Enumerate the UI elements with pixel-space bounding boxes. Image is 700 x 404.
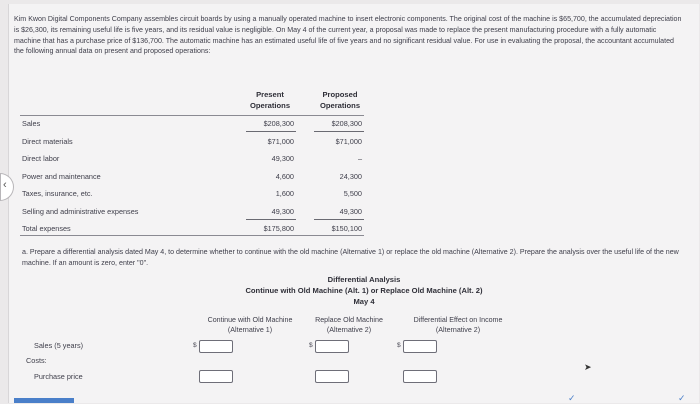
rule	[314, 131, 364, 132]
differential-purchase-price-input[interactable]	[403, 370, 437, 383]
table-top-rule	[20, 115, 364, 116]
proposed-power: 24,300	[339, 172, 362, 181]
alt1-sales-input[interactable]	[199, 340, 233, 353]
question-prompt: a. Prepare a differential analysis dated May 4, to determine whether to continue with the old machine (Alternative 1) or replace the old machine (Alternative 2). Prepare the analysis over the useful life of the new machine. If an amount is zero, enter "0".	[22, 248, 679, 267]
present-operations-header: Present Operations	[249, 90, 291, 110]
row-selling-label: Selling and administrative expenses	[22, 207, 139, 216]
differential-column-header: Differential Effect on Income (Alternative 2)	[413, 316, 503, 334]
present-direct-materials: $71,000	[267, 137, 294, 146]
analysis-subtitle: Continue with Old Machine (Alt. 1) or Replace Old Machine (Alt. 2)	[245, 286, 483, 295]
row-total-expenses-label: Total expenses	[22, 224, 71, 233]
check-mark-icon: ✓	[678, 393, 686, 403]
present-sales: $208,300	[263, 119, 294, 128]
present-selling: 49,300	[271, 207, 294, 216]
row-sales-label: Sales	[22, 119, 41, 128]
present-direct-labor: 49,300	[271, 154, 294, 163]
rule	[246, 131, 296, 132]
currency-sign: $	[309, 342, 313, 349]
row-direct-labor-label: Direct labor	[22, 154, 60, 163]
problem-statement: Kim Kwon Digital Components Company assembles circuit boards by using a manually operated machine to insert electronic components. The original cost of the machine is $65,700, the accumulated depreciation is $26,300, its remaining useful life is five years, and its residual value is negligible. On May 4 of the current year, a proposal was made to replace the present manufacturing procedure with a fully automatic machine that has a purchase price of $136,700. The automatic machine has an estimated useful life of five years and no significant residual value. For use in evaluating the proposal, the accountant accumulated the following annual data on present and proposed operations:	[14, 15, 682, 56]
currency-sign: $	[193, 342, 197, 349]
row-power-label: Power and maintenance	[22, 172, 101, 181]
present-taxes: 1,600	[275, 189, 294, 198]
proposed-operations-header: Proposed Operations	[319, 90, 361, 110]
analysis-date: May 4	[353, 297, 375, 306]
differential-sales-input[interactable]	[403, 340, 437, 353]
row-taxes-label: Taxes, insurance, etc.	[22, 189, 93, 198]
proposed-taxes: 5,500	[343, 189, 362, 198]
proposed-total-expenses: $150,100	[331, 224, 362, 233]
proposed-selling: 49,300	[339, 207, 362, 216]
alt2-column-header: Replace Old Machine (Alternative 2)	[315, 316, 383, 334]
row-direct-materials-label: Direct materials	[22, 137, 73, 146]
present-total-expenses: $175,800	[263, 224, 294, 233]
costs-label: Costs:	[26, 356, 47, 365]
table-bottom-rule	[20, 235, 364, 236]
proposed-sales: $208,300	[331, 119, 362, 128]
analysis-title: Differential Analysis	[327, 275, 401, 284]
alt2-purchase-price-input[interactable]	[315, 370, 349, 383]
content-panel	[8, 4, 699, 403]
purchase-price-label: Purchase price	[34, 372, 83, 381]
sales-5-years-label: Sales (5 years)	[34, 341, 84, 350]
rule	[314, 219, 364, 220]
alt1-purchase-price-input[interactable]	[199, 370, 233, 383]
proposed-direct-materials: $71,000	[335, 137, 362, 146]
chevron-left-icon: ‹	[3, 179, 7, 191]
mouse-cursor-icon: ➤	[584, 362, 592, 372]
check-mark-icon: ✓	[568, 393, 576, 403]
rule	[246, 219, 296, 220]
currency-sign: $	[397, 342, 401, 349]
alt2-sales-input[interactable]	[315, 340, 349, 353]
bottom-toolbar[interactable]	[14, 398, 74, 403]
present-power: 4,600	[275, 172, 294, 181]
alt1-column-header: Continue with Old Machine (Alternative 1)	[207, 316, 293, 334]
proposed-direct-labor: –	[357, 154, 362, 163]
